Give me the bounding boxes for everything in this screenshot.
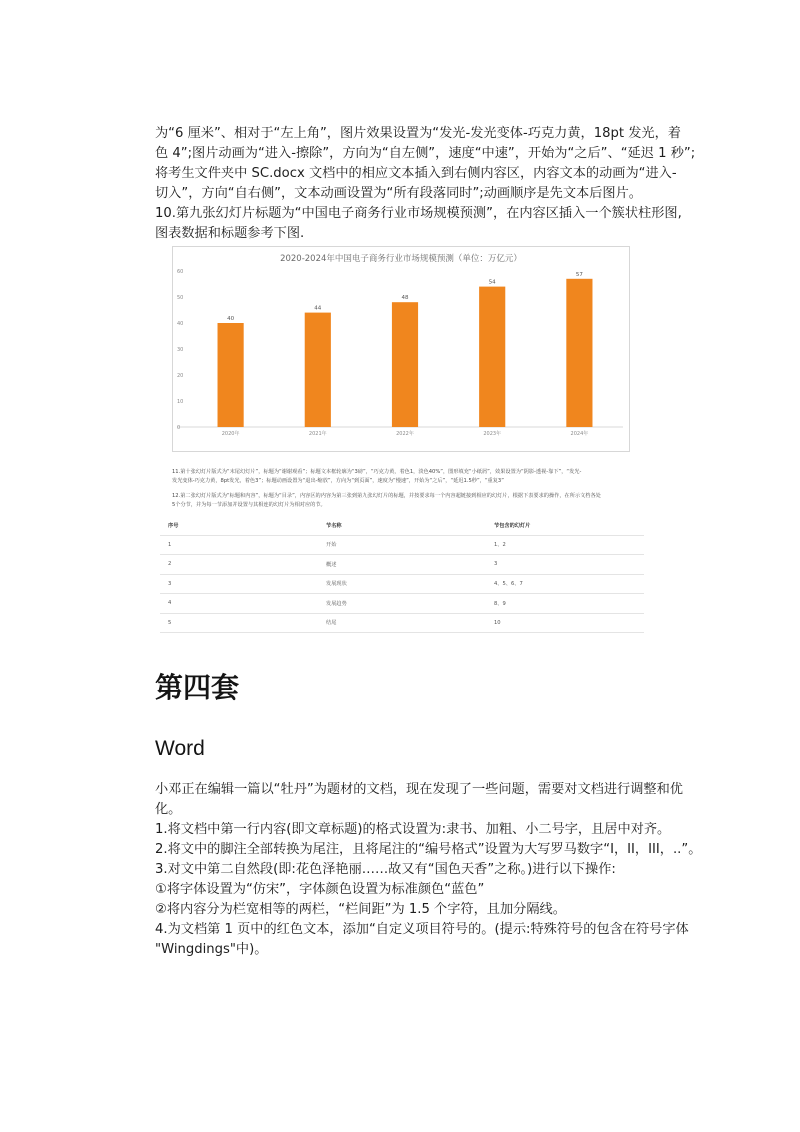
bar: [218, 323, 244, 427]
table-cell: 1、2: [486, 535, 644, 555]
x-tick-label: 2021年: [308, 431, 327, 437]
section-table: [160, 516, 644, 633]
table-row: [160, 535, 644, 555]
text-line: ②将内容分为栏宽相等的两栏，“栏间距”为 1.5 个字符，且加分隔线。: [155, 902, 566, 917]
y-axis: [177, 269, 183, 431]
table-row: [160, 574, 644, 594]
main-heading: 第四套: [155, 671, 240, 704]
table-cell: 3: [486, 555, 644, 575]
text-line: 图表数据和标题参考下图.: [155, 226, 305, 241]
text-line: 切入”，方向“自右侧”，文本动画设置为“所有段落同时”;动画顺序是先文本后图片。: [155, 186, 642, 201]
table-cell: 发展现状: [318, 574, 486, 594]
small-paragraph-11: [172, 468, 644, 486]
text-line: 为“6 厘米”、相对于“左上角”，图片效果设置为“发光-发光变体-巧克力黄，18pt 发光，着: [155, 126, 681, 141]
table-cell: 4: [160, 594, 318, 614]
text-line: 小邓正在编辑一篇以“牡丹”为题材的文档，现在发现了一些问题，需要对文档进行调整和优: [155, 782, 683, 797]
x-tick-label: 2020年: [221, 431, 240, 437]
embedded-screenshot: [160, 464, 644, 638]
text-line: 将考生文件夹中 SC.docx 文档中的相应文本插入到右侧内容区，内容文本的动画为“进入-: [155, 166, 677, 181]
bar: [479, 287, 505, 427]
table-cell: 3: [160, 574, 318, 594]
table-cell: 结尾: [318, 613, 486, 633]
table-header: 序号: [160, 516, 318, 535]
y-tick-label: 20: [177, 373, 184, 379]
bar-chart: [173, 247, 629, 451]
text-line: 色 4”;图片动画为“进入-擦除”，方向为“自左侧”，速度“中速”，开始为“之后”、“延迟 1 秒”;: [155, 146, 696, 161]
small-paragraph-12: [172, 492, 644, 510]
x-axis: [222, 430, 589, 437]
table-cell: 8、9: [486, 594, 644, 614]
y-tick-label: 40: [177, 321, 184, 327]
table-cell: 概述: [318, 555, 486, 575]
y-tick-label: 50: [177, 295, 184, 301]
y-tick-label: 60: [177, 269, 184, 275]
small-text-line: 12.第二张幻灯片版式为“标题和内容”，标题为“目录”，内容区的内容为第三张到第九张幻灯片的标题，并按要求每一个内容超链接到相应的幻灯片，根据下表要求的操作，在所示文档各处: [172, 493, 601, 499]
text-line: 3.对文中第二自然段(即:花色泽艳丽……故又有“国色天香”之称。)进行以下操作:: [155, 862, 616, 877]
table-header-row: [160, 516, 644, 535]
x-tick-label: 2024年: [570, 431, 589, 437]
y-tick-label: 30: [177, 347, 184, 353]
table-row: [160, 594, 644, 614]
sub-heading: Word: [155, 737, 205, 760]
small-text-line: 5个分节，并为每一节添加并设置与其相连的幻灯片为相对应的节。: [172, 502, 326, 508]
small-text-line: 发光变体-巧克力黄，8pt发光，着色3”；标题动画设置为“退出-缩放”，方向为“到页面”，速度为“慢速”，开始为“之后”，“延迟1.5秒”，“重复3”: [172, 478, 504, 484]
data-label: 48: [401, 295, 409, 302]
x-tick-label: 2022年: [396, 431, 414, 437]
data-label: 44: [314, 305, 322, 312]
text-line: 10.第九张幻灯片标题为“中国电子商务行业市场规模预测”，在内容区插入一个簇状柱形图,: [155, 206, 682, 221]
upper-paragraph: [155, 124, 696, 244]
bar: [305, 313, 331, 427]
table-cell: 1: [160, 535, 318, 555]
small-text-line: 11.第十张幻灯片版式为“末尾幻灯片”，标题为“谢谢观看”；标题文本框轮廓为“3磅”，“巧克力黄，着色1，淡色40%”，图形填充“小纸屑”，效果设置为“阴影-透视-靠下”，“发光-: [172, 469, 582, 475]
chart-title: 2020-2024年中国电子商务行业市场规模预测（单位：万亿元）: [280, 254, 522, 264]
text-line: ①将字体设置为“仿宋”，字体颜色设置为标准颜色“蓝色”: [155, 882, 485, 897]
bar: [392, 302, 418, 427]
text-line: 1.将文档中第一行内容(即文章标题)的格式设置为:隶书、加粗、小二号字，且居中对齐。: [155, 822, 671, 837]
text-line: 2.将文中的脚注全部转换为尾注，且将尾注的“编号格式”设置为大写罗马数字“I，II，III，..”。: [155, 842, 702, 857]
data-label: 54: [488, 279, 496, 286]
table-cell: 发展趋势: [318, 594, 486, 614]
table-cell: 10: [486, 613, 644, 633]
table-cell: 开始: [318, 535, 486, 555]
data-label: 57: [575, 271, 583, 278]
table-cell: 4、5、6、7: [486, 574, 644, 594]
table-cell: 2: [160, 555, 318, 575]
text-line: 4.为文档第 1 页中的红色文本，添加“自定义项目符号的。(提示:特殊符号的包含在符号字体: [155, 922, 689, 937]
bar-chart-figure: [172, 246, 630, 452]
data-label: 40: [227, 316, 235, 322]
table-header: 节名称: [318, 516, 486, 535]
text-line: "Wingdings"中)。: [155, 942, 268, 957]
table-cell: 5: [160, 613, 318, 633]
lower-paragraph: [155, 780, 702, 960]
table-row: [160, 555, 644, 575]
text-line: 化。: [155, 802, 182, 817]
table-header: 节包含的幻灯片: [486, 516, 644, 535]
table-row: [160, 613, 644, 633]
y-tick-label: 0: [177, 425, 181, 431]
y-tick-label: 10: [177, 399, 184, 405]
bar: [566, 279, 592, 427]
x-tick-label: 2023年: [483, 431, 502, 437]
